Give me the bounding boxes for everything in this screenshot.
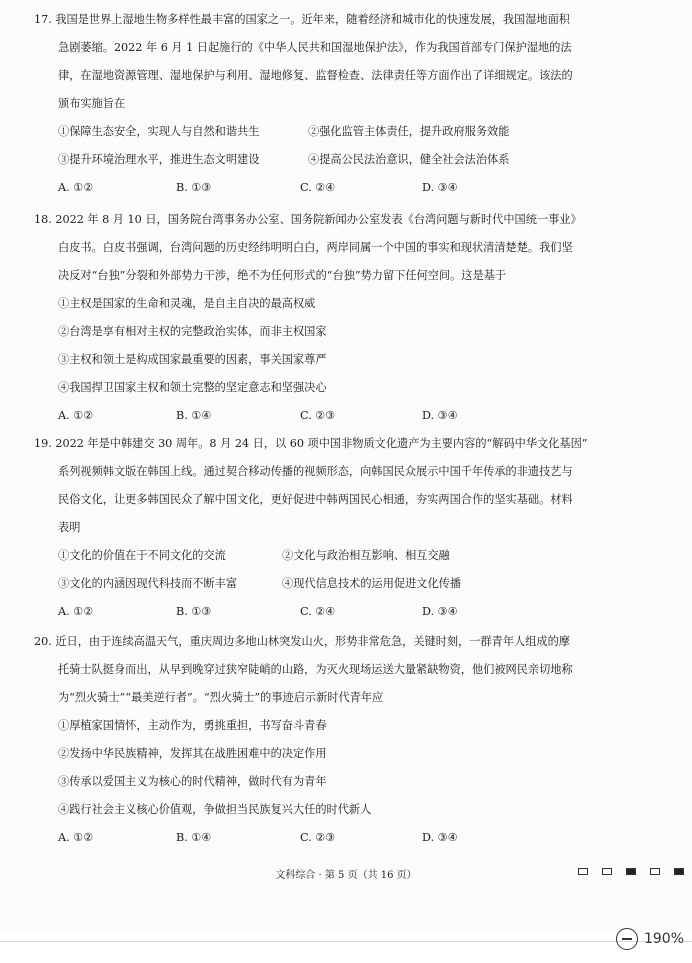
- answer-options: [34, 402, 664, 430]
- question-text-line: 颁布实施旨在: [58, 97, 126, 110]
- option-c: C. ②③: [300, 831, 336, 844]
- question-text-line: 决反对“台独”分裂和外部势力干涉，绝不为任何形式的“台独”势力留下任何空间。这是基于: [58, 269, 507, 282]
- option-c: C. ②④: [300, 605, 336, 618]
- option-c: C. ②④: [300, 181, 336, 194]
- option-a: A. ①②: [58, 605, 94, 618]
- zoom-level: 190%: [643, 931, 684, 947]
- question-number: 19.: [34, 437, 52, 450]
- question-number: 18.: [34, 213, 52, 226]
- question-text-line: 为“烈火骑士”“最美逆行者”。“烈火骑士”的事迹启示新时代青年应: [58, 691, 384, 704]
- question-20: [34, 628, 664, 852]
- answer-options: [34, 824, 664, 852]
- statement: ④我国捍卫国家主权和领土完整的坚定意志和坚强决心: [58, 381, 327, 394]
- statement: ②强化监管主体责任，提升政府服务效能: [308, 125, 510, 138]
- question-text-line: 2022 年 8 月 10 日，国务院台湾事务办公室、国务院新闻办公室发表《台湾问题与新时代中国统一事业》: [55, 213, 582, 226]
- option-a: A. ①②: [58, 409, 94, 422]
- option-d: D. ③④: [422, 181, 458, 194]
- statement-row: [34, 570, 664, 598]
- statement-row: [34, 118, 664, 146]
- option-d: D. ③④: [422, 605, 458, 618]
- mark-filled-icon: [626, 868, 636, 875]
- zoom-control: [616, 928, 684, 950]
- option-c: C. ②③: [300, 409, 336, 422]
- question-text-line: 白皮书。白皮书强调，台湾问题的历史经纬明明白白，两岸同属一个中国的事实和现状清清楚楚。我们坚: [58, 241, 573, 254]
- statement: ③主权和领土是构成国家最重要的因素，事关国家尊严: [58, 353, 327, 366]
- statement: ④现代信息技术的运用促进文化传播: [282, 577, 462, 590]
- mark-filled-icon: [674, 868, 684, 875]
- statement: ②台湾是享有相对主权的完整政治实体，而非主权国家: [58, 325, 327, 338]
- statement: ③文化的内涵因现代科技而不断丰富: [58, 577, 238, 590]
- option-d: D. ③④: [422, 409, 458, 422]
- statement: ②文化与政治相互影响、相互交融: [282, 549, 450, 562]
- question-number: 17.: [34, 13, 52, 26]
- statement: ②发扬中华民族精神，发挥其在战胜困难中的决定作用: [58, 747, 327, 760]
- statement: ①厚植家国情怀，主动作为，勇挑重担，书写奋斗青春: [58, 719, 327, 732]
- statement: ④提高公民法治意识，健全社会法治体系: [308, 153, 510, 166]
- option-d: D. ③④: [422, 831, 458, 844]
- mark-empty-icon: [602, 868, 612, 875]
- question-text-line: 近日，由于连续高温天气，重庆周边多地山林突发山火，形势非常危急，关键时刻，一群青年人组成的摩: [55, 635, 570, 648]
- question-text-line: 表明: [58, 521, 81, 534]
- zoom-out-icon[interactable]: [616, 928, 638, 950]
- question-text-line: 系列视频韩文版在韩国上线。通过契合移动传播的视频形态，向韩国民众展示中国千年传承的非遗技艺与: [58, 465, 573, 478]
- option-a: A. ①②: [58, 181, 94, 194]
- option-b: B. ①④: [176, 831, 212, 844]
- question-number: 20.: [34, 635, 52, 648]
- page-footer: 文科综合 · 第 5 页（共 16 页）: [275, 870, 417, 881]
- option-b: B. ①③: [176, 605, 212, 618]
- question-text-line: 托骑士队挺身而出，从早到晚穿过狭窄陡峭的山路，为灭火现场运送大量紧缺物资，他们被网民亲切地称: [58, 663, 573, 676]
- question-17: [34, 6, 664, 202]
- statement: ③提升环境治理水平，推进生态文明建设: [58, 153, 260, 166]
- question-19: [34, 430, 664, 626]
- question-18: [34, 206, 664, 430]
- mark-empty-icon: [650, 868, 660, 875]
- option-a: A. ①②: [58, 831, 94, 844]
- statement: ③传承以爱国主义为核心的时代精神，做时代有为青年: [58, 775, 327, 788]
- statement: ④践行社会主义核心价值观，争做担当民族复兴大任的时代新人: [58, 803, 372, 816]
- page-marks: [578, 868, 684, 875]
- statement-row: [34, 542, 664, 570]
- mark-empty-icon: [578, 868, 588, 875]
- statement: ①保障生态安全，实现人与自然和谐共生: [58, 125, 260, 138]
- question-text-line: 2022 年是中韩建交 30 周年。8 月 24 日，以 60 项中国非物质文化遗产为主要内容的“解码中华文化基因”: [55, 437, 588, 450]
- question-text-line: 急剧萎缩。2022 年 6 月 1 日起施行的《中华人民共和国湿地保护法》，作为我国首部专门保护湿地的法: [58, 41, 572, 54]
- option-b: B. ①④: [176, 409, 212, 422]
- statement: ①文化的价值在于不同文化的交流: [58, 549, 226, 562]
- statement-row: [34, 146, 664, 174]
- question-text-line: 民俗文化，让更多韩国民众了解中国文化，更好促进中韩两国民心相通，夯实两国合作的坚实基础。材料: [58, 493, 573, 506]
- question-text-line: 律，在湿地资源管理、湿地保护与利用、湿地修复、监督检查、法律责任等方面作出了详细规定。该法的: [58, 69, 573, 82]
- answer-options: [34, 174, 664, 202]
- toolbar-divider: [0, 941, 692, 942]
- statement: ①主权是国家的生命和灵魂，是自主自决的最高权威: [58, 297, 316, 310]
- option-b: B. ①③: [176, 181, 212, 194]
- answer-options: [34, 598, 664, 626]
- question-text-line: 我国是世界上湿地生物多样性最丰富的国家之一。近年来，随着经济和城市化的快速发展，我国湿地面积: [55, 13, 570, 26]
